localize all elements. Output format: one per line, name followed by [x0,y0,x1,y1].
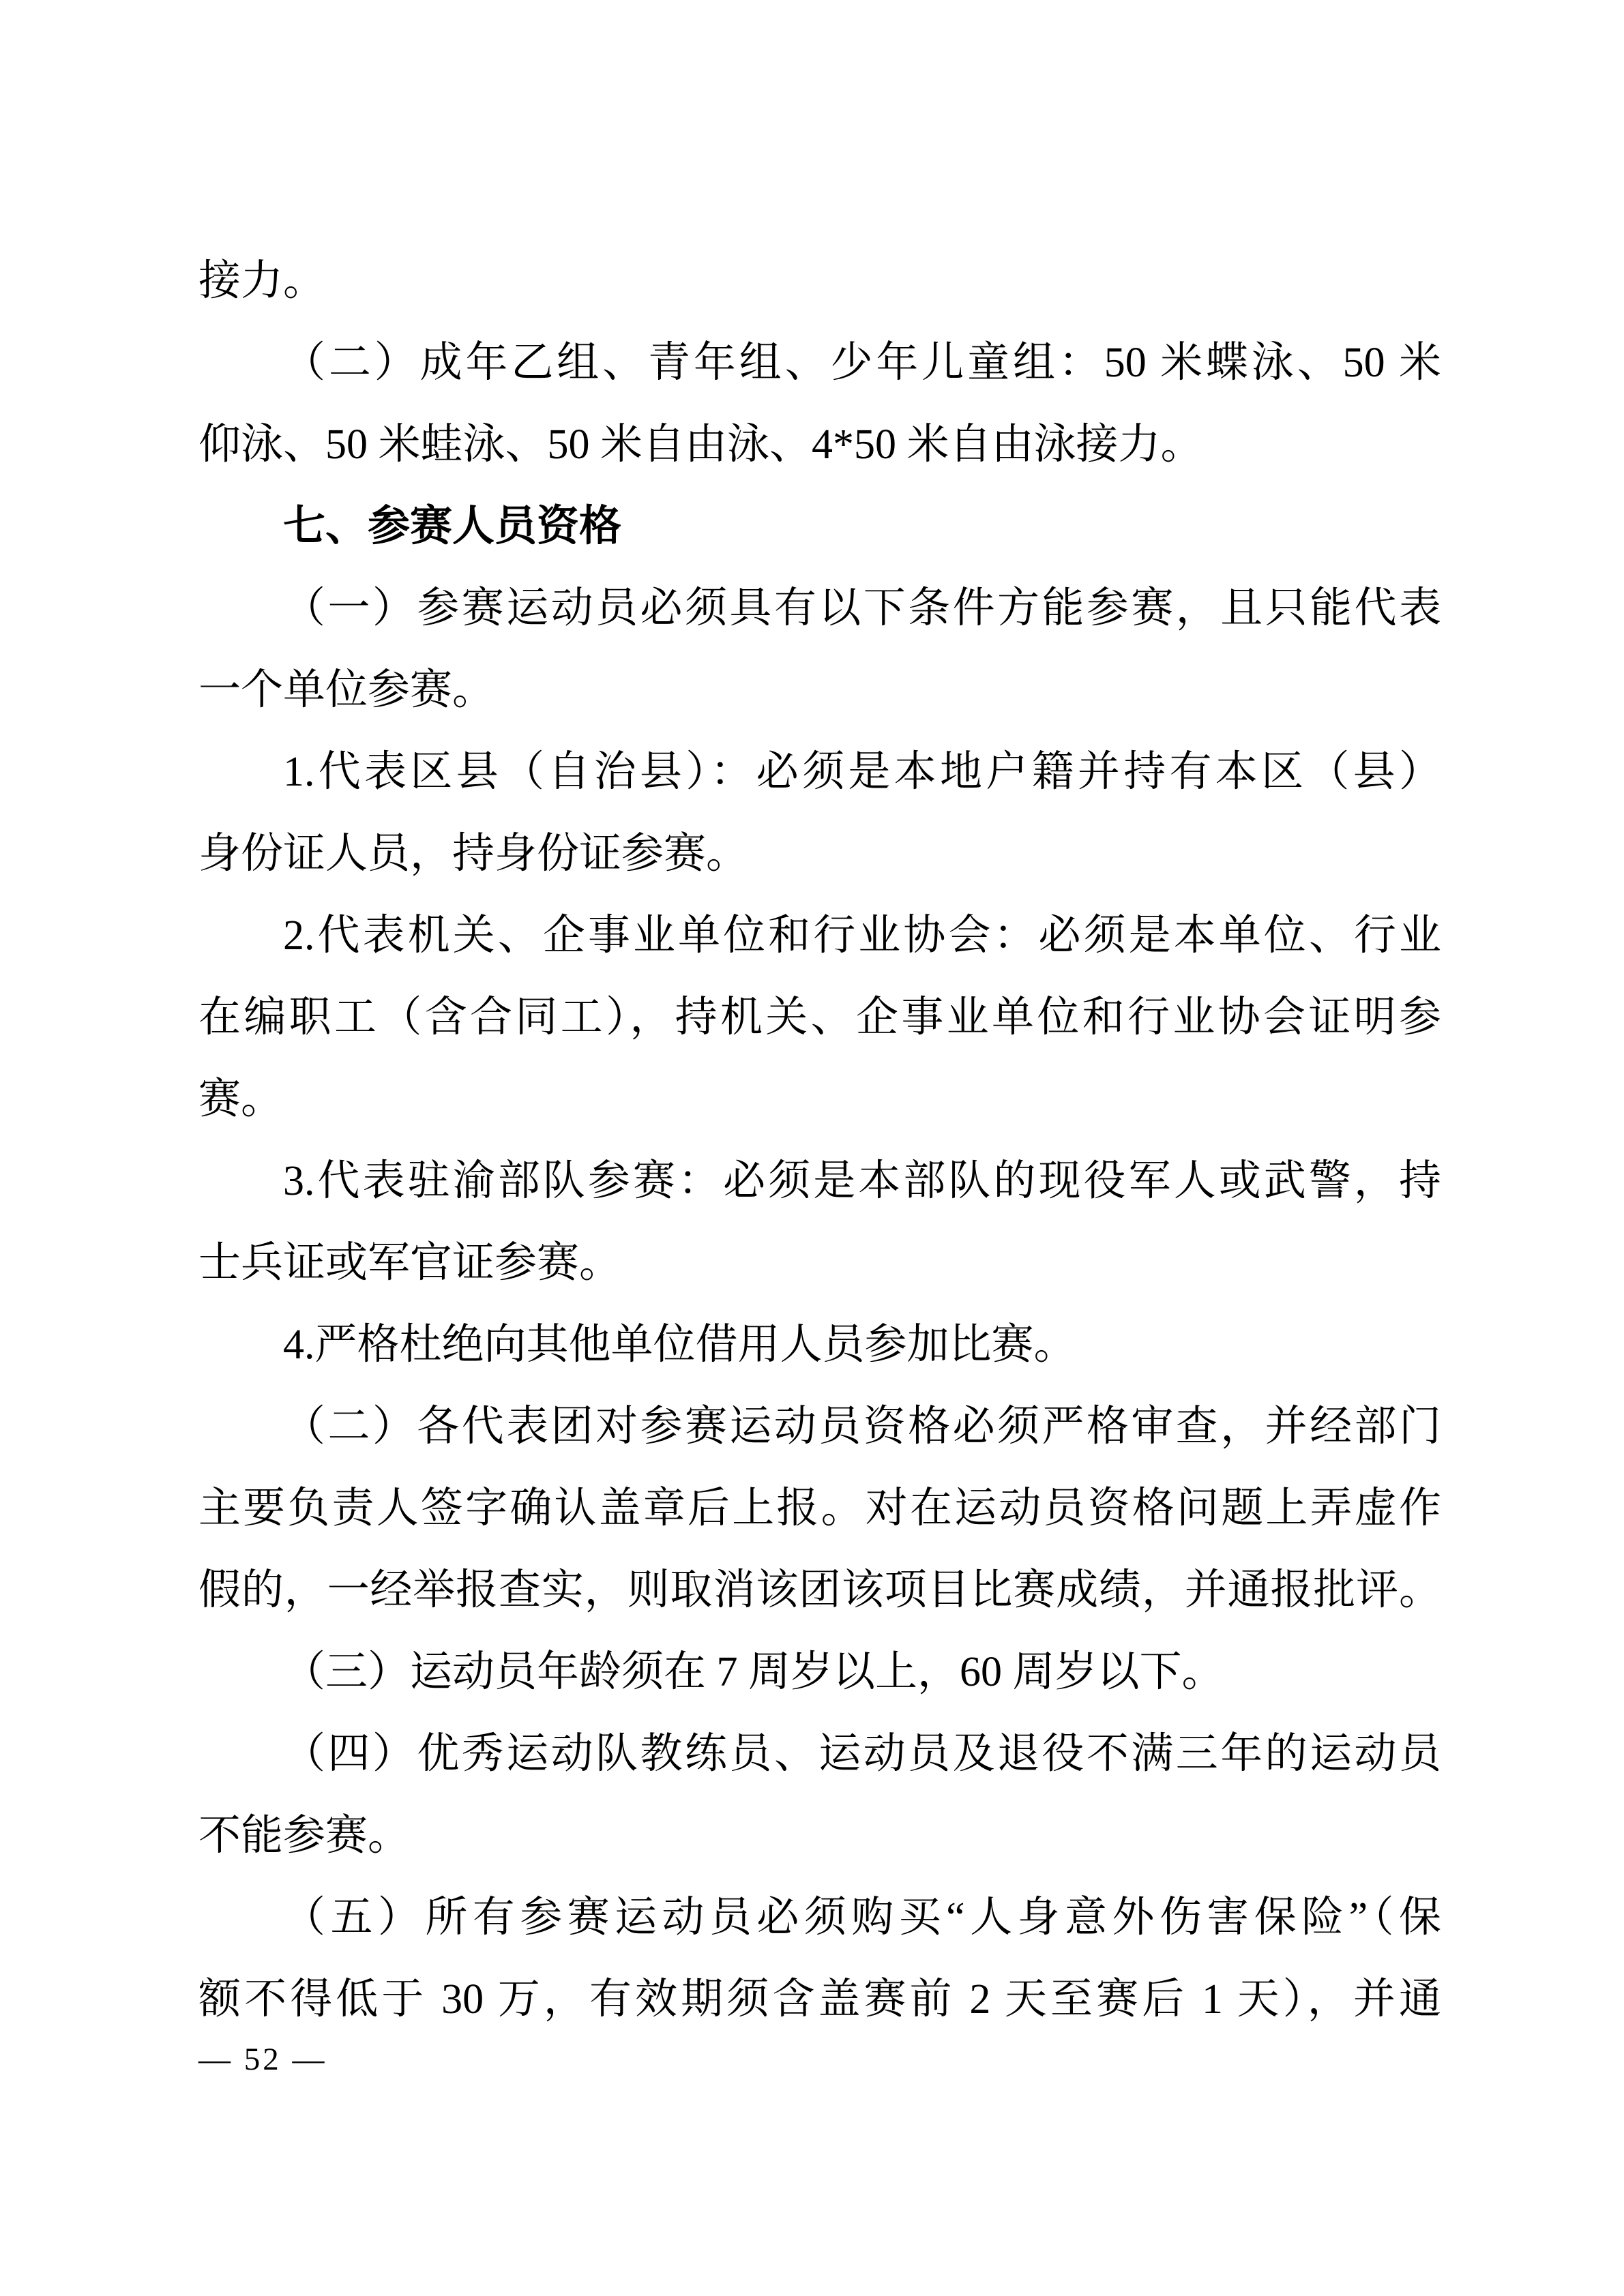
page-number: — 52 — [198,2042,327,2077]
text-line: 额不得低于 30 万，有效期须含盖赛前 2 天至赛后 1 天），并通 [198,1976,1441,2023]
text-line: （三）运动员年龄须在 7 周岁以上，60 周岁以下。 [283,1649,1224,1695]
text-line: （二）成年乙组、青年组、少年儿童组：50 米蝶泳、50 米 [283,340,1441,386]
text-line: （五）所有参赛运动员必须购买“人身意外伤害保险”（保 [283,1894,1441,1941]
section-heading: 七、参赛人员资格 [283,503,622,550]
text-line: （二）各代表团对参赛运动员资格必须严格审查，并经部门 [283,1403,1441,1450]
document-body [198,240,1441,2040]
text-line: 在编职工（含合同工），持机关、企事业单位和行业协会证明参 [198,994,1441,1041]
text-line: 一个单位参赛。 [198,667,495,713]
text-line: 1.代表区县（自治县）：必须是本地户籍并持有本区（县） [283,749,1441,795]
text-line: 4.严格杜绝向其他单位借用人员参加比赛。 [283,1322,1076,1368]
text-line: 赛。 [198,1076,284,1122]
text-line: （四）优秀运动队教练员、运动员及退役不满三年的运动员 [283,1731,1441,1777]
text-line: 2.代表机关、企事业单位和行业协会：必须是本单位、行业 [283,912,1441,959]
text-line: 接力。 [198,258,326,304]
text-line: （一）参赛运动员必须具有以下条件方能参赛，且只能代表 [283,585,1441,631]
text-line: 主要负责人签字确认盖章后上报。对在运动员资格问题上弄虚作 [198,1485,1441,1532]
text-line: 仰泳、50 米蛙泳、50 米自由泳、4*50 米自由泳接力。 [198,421,1203,468]
text-line: 3.代表驻渝部队参赛：必须是本部队的现役军人或武警，持 [283,1158,1441,1204]
text-line: 身份证人员，持身份证参赛。 [198,831,749,877]
text-line: 士兵证或军官证参赛。 [198,1240,622,1286]
text-line: 不能参赛。 [198,1813,411,1859]
text-line: 假的，一经举报查实，则取消该团该项目比赛成绩，并通报批评。 [198,1567,1441,1613]
